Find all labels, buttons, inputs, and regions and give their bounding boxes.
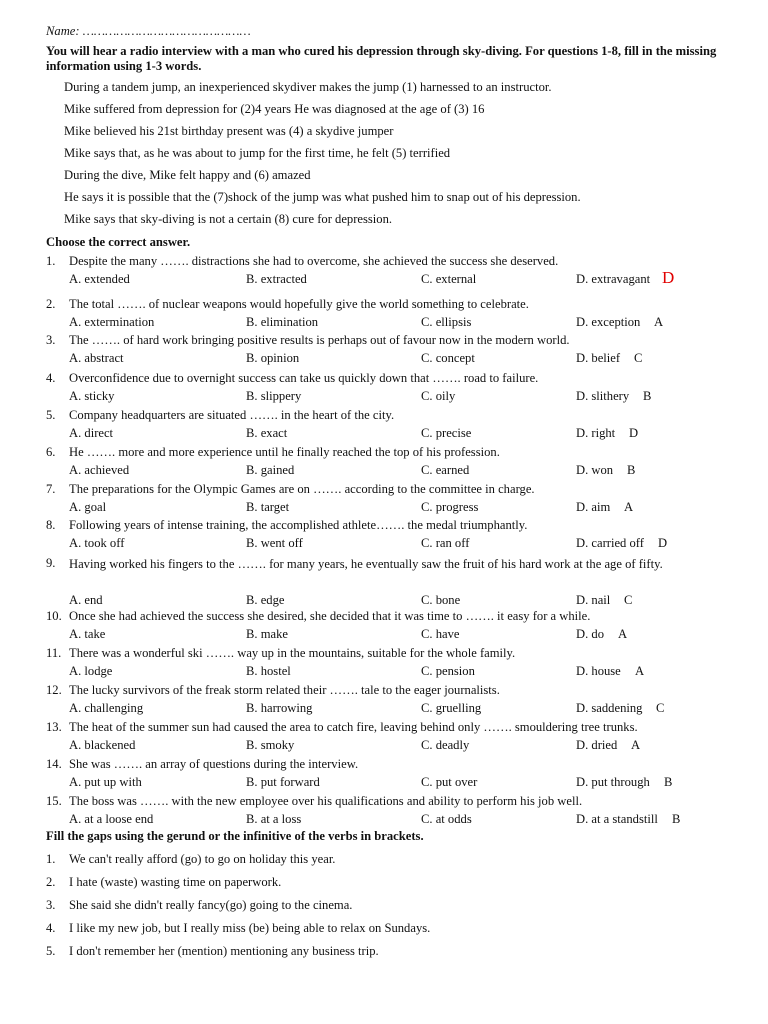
option-b: B. gained: [246, 463, 295, 477]
gap-item-number: 4.: [46, 921, 56, 935]
option-c: C. bone: [421, 593, 461, 607]
question-number: 15.: [46, 794, 62, 808]
option-d: D. dried: [576, 738, 618, 752]
listening-sentence: Mike says that sky-diving is not a certain (8) cure for depression.: [64, 212, 393, 226]
option-d: D. saddening: [576, 701, 643, 715]
question-number: 14.: [46, 757, 62, 771]
question-text: Company headquarters are situated ……. in the heart of the city.: [69, 408, 395, 422]
question-text: Once she had achieved the success she desired, she decided that it was time to ……. it easy for a while.: [69, 609, 591, 623]
question-text: Despite the many ……. distractions she had to overcome, she achieved the success she deserved.: [69, 254, 559, 268]
option-c: C. concept: [421, 351, 475, 365]
gerund-infinitive-heading: Fill the gaps using the gerund or the infinitive of the verbs in brackets.: [46, 829, 424, 843]
option-d: D. won: [576, 463, 614, 477]
option-b: B. slippery: [246, 389, 302, 403]
option-c: C. external: [421, 272, 477, 286]
option-d: D. extravagant: [576, 272, 651, 286]
option-d: D. at a standstill: [576, 812, 658, 826]
option-d: D. belief: [576, 351, 621, 365]
handwritten-answer: B: [643, 389, 652, 403]
listening-sentence: Mike believed his 21st birthday present was (4) a skydive jumper: [64, 124, 394, 138]
question-number: 9.: [46, 556, 56, 570]
question-number: 11.: [46, 646, 62, 660]
option-d: D. aim: [576, 500, 611, 514]
listening-instruction: You will hear a radio interview with a man who cured his depression through sky-diving. For questions 1-8, fill in the missing information using 1-3 words.: [46, 44, 717, 73]
question-text: Overconfidence due to overnight success can take us quickly down that ……. road to failure.: [69, 371, 539, 385]
option-b: B. at a loss: [246, 812, 302, 826]
handwritten-answer: D: [662, 268, 675, 287]
option-c: C. ran off: [421, 536, 470, 550]
option-c: C. put over: [421, 775, 478, 789]
option-a: A. took off: [69, 536, 125, 550]
option-d: D. slithery: [576, 389, 630, 403]
handwritten-answer: A: [624, 500, 634, 514]
option-c: C. precise: [421, 426, 472, 440]
option-b: B. put forward: [246, 775, 320, 789]
question-number: 10.: [46, 609, 62, 623]
listening-sentence: He says it is possible that the (7)shock of the jump was what pushed him to snap out of his depression.: [64, 190, 581, 204]
handwritten-answer: B: [664, 775, 673, 789]
option-a: A. put up with: [69, 775, 142, 789]
listening-sentence: During the dive, Mike felt happy and (6) amazed: [64, 168, 311, 182]
option-a: A. end: [69, 593, 103, 607]
option-d: D. put through: [576, 775, 650, 789]
question-text: The total ……. of nuclear weapons would hopefully give the world something to celebrate.: [69, 297, 529, 311]
option-b: B. opinion: [246, 351, 300, 365]
option-c: C. pension: [421, 664, 475, 678]
question-number: 3.: [46, 333, 56, 347]
handwritten-answer: A: [618, 627, 628, 641]
question-number: 4.: [46, 371, 56, 385]
question-number: 6.: [46, 445, 56, 459]
option-a: A. take: [69, 627, 106, 641]
gap-item-number: 2.: [46, 875, 56, 889]
option-c: C. ellipsis: [421, 315, 472, 329]
option-b: B. target: [246, 500, 290, 514]
option-c: C. gruelling: [421, 701, 482, 715]
question-text: The ……. of hard work bringing positive results is perhaps out of favour now in the modern world.: [69, 333, 570, 347]
gap-item-text: I hate (waste) wasting time on paperwork.: [69, 875, 282, 889]
handwritten-answer: C: [656, 701, 665, 715]
option-b: B. make: [246, 627, 288, 641]
option-d: D. house: [576, 664, 621, 678]
option-a: A. lodge: [69, 664, 113, 678]
option-b: B. elimination: [246, 315, 319, 329]
option-b: B. went off: [246, 536, 303, 550]
option-a: A. blackened: [69, 738, 136, 752]
question-text: He ……. more and more experience until he finally reached the top of his profession.: [69, 445, 500, 459]
handwritten-answer: A: [654, 315, 664, 329]
question-text: She was ……. an array of questions during the interview.: [69, 757, 359, 771]
question-number: 8.: [46, 518, 56, 532]
option-d: D. nail: [576, 593, 611, 607]
option-c: C. earned: [421, 463, 470, 477]
handwritten-answer: D: [629, 426, 639, 440]
gap-item-number: 1.: [46, 852, 56, 866]
option-a: A. extermination: [69, 315, 155, 329]
option-a: A. abstract: [69, 351, 124, 365]
gap-item-text: I like my new job, but I really miss (be) being able to relax on Sundays.: [69, 921, 431, 935]
option-d: D. do: [576, 627, 604, 641]
question-text: There was a wonderful ski ……. way up in the mountains, suitable for the whole family.: [69, 646, 516, 660]
question-text: The heat of the summer sun had caused the area to catch fire, leaving behind only ……. smouldering tree trunks.: [69, 720, 638, 734]
option-a: A. goal: [69, 500, 107, 514]
option-c: C. oily: [421, 389, 456, 403]
option-a: A. challenging: [69, 701, 144, 715]
option-d: D. exception: [576, 315, 641, 329]
name-line: Name: ………………………………………: [46, 24, 251, 38]
choose-answer-heading: Choose the correct answer.: [46, 235, 191, 249]
option-a: A. sticky: [69, 389, 115, 403]
listening-sentence: During a tandem jump, an inexperienced skydiver makes the jump (1) harnessed to an instructor.: [64, 80, 552, 94]
option-b: B. exact: [246, 426, 288, 440]
option-c: C. progress: [421, 500, 479, 514]
listening-sentence: Mike says that, as he was about to jump for the first time, he felt (5) terrified: [64, 146, 451, 160]
question-text: The boss was ……. with the new employee over his qualifications and ability to perform his job well.: [69, 794, 583, 808]
gap-item-text: She said she didn't really fancy(go) going to the cinema.: [69, 898, 353, 912]
option-d: D. right: [576, 426, 616, 440]
option-b: B. smoky: [246, 738, 295, 752]
handwritten-answer: B: [627, 463, 636, 477]
question-number: 2.: [46, 297, 56, 311]
question-number: 7.: [46, 482, 56, 496]
question-text: Having worked his fingers to the ……. for many years, he eventually saw the fruit of his hard work at the age of fifty.: [69, 557, 663, 571]
question-number: 12.: [46, 683, 62, 697]
handwritten-answer: D: [658, 536, 668, 550]
question-number: 5.: [46, 408, 56, 422]
question-text: The lucky survivors of the freak storm related their ……. tale to the eager journalists.: [69, 683, 500, 697]
gap-item-number: 3.: [46, 898, 56, 912]
question-text: The preparations for the Olympic Games are on ……. according to the committee in charge.: [69, 482, 535, 496]
listening-sentence: Mike suffered from depression for (2)4 years He was diagnosed at the age of (3) 16: [64, 102, 485, 116]
option-a: A. at a loose end: [69, 812, 154, 826]
question-number: 13.: [46, 720, 62, 734]
option-a: A. direct: [69, 426, 114, 440]
handwritten-answer: C: [624, 593, 633, 607]
option-a: A. achieved: [69, 463, 130, 477]
handwritten-answer: A: [631, 738, 641, 752]
option-d: D. carried off: [576, 536, 644, 550]
option-b: B. edge: [246, 593, 285, 607]
option-b: B. harrowing: [246, 701, 313, 715]
gap-item-number: 5.: [46, 944, 56, 958]
gap-item-text: We can't really afford (go) to go on holiday this year.: [69, 852, 336, 866]
handwritten-answer: C: [634, 351, 643, 365]
option-b: B. hostel: [246, 664, 291, 678]
question-number: 1.: [46, 254, 56, 268]
option-b: B. extracted: [246, 272, 307, 286]
option-c: C. have: [421, 627, 460, 641]
option-c: C. at odds: [421, 812, 472, 826]
question-text: Following years of intense training, the accomplished athlete……. the medal triumphantly.: [69, 518, 528, 532]
option-a: A. extended: [69, 272, 130, 286]
gap-item-text: I don't remember her (mention) mentioning any business trip.: [69, 944, 379, 958]
option-c: C. deadly: [421, 738, 470, 752]
handwritten-answer: B: [672, 812, 681, 826]
handwritten-answer: A: [635, 664, 645, 678]
